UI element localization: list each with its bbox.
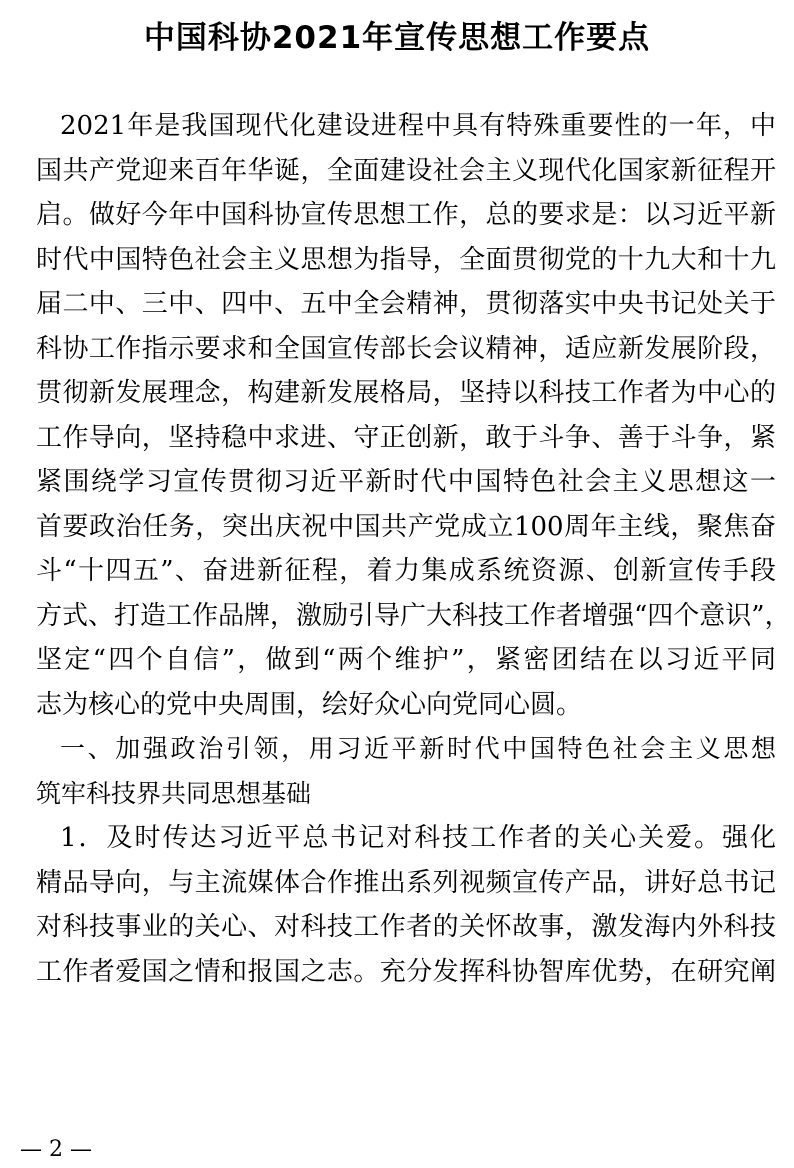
paragraph-line: 国共产党迎来百年华诞，全面建设社会主义现代化国家新征程开 <box>36 155 776 186</box>
item-line: 对科技事业的关心、对科技工作者的关怀故事，激发海内外科技 <box>36 912 776 942</box>
paragraph-line: 2021年是我国现代化建设进程中具有特殊重要性的一年，中 <box>60 111 776 141</box>
section-heading-line: 筑牢科技界共同思想基础 <box>36 778 312 808</box>
item-line: 1．及时传达习近平总书记对科技工作者的关心关爱。强化 <box>60 823 776 853</box>
paragraph-line: 届二中、三中、四中、五中全会精神，贯彻落实中央书记处关于 <box>36 289 776 319</box>
paragraph-line: 启。做好今年中国科协宣传思想工作，总的要求是：以习近平新 <box>36 200 776 230</box>
paragraph-line: 斗“十四五”、奋进新征程，着力集成系统资源、创新宣传手段 <box>36 556 776 586</box>
paragraph-line: 时代中国特色社会主义思想为指导，全面贯彻党的十九大和十九 <box>36 244 776 275</box>
item-line: 工作者爱国之情和报国之志。充分发挥科协智库优势，在研究阐 <box>36 956 776 987</box>
paragraph-line: 紧围绕学习宣传贯彻习近平新时代中国特色社会主义思想这一 <box>36 467 776 497</box>
document-body <box>36 104 791 994</box>
document-title: 中国科协2021年宣传思想工作要点 <box>143 20 651 56</box>
section-heading-line: 一、加强政治引领，用习近平新时代中国特色社会主义思想 <box>60 734 776 763</box>
paragraph-line: 志为核心的党中央周围，绘好众心向党同心圆。 <box>36 689 583 720</box>
item-line: 精品导向，与主流媒体合作推出系列视频宣传产品，讲好总书记 <box>36 867 776 898</box>
paragraph-line: 首要政治任务，突出庆祝中国共产党成立100周年主线，聚焦奋 <box>36 511 776 542</box>
paragraph-line: 工作导向，坚持稳中求进、守正创新，敢于斗争、善于斗争，紧 <box>36 422 776 453</box>
paragraph-line: 科协工作指示要求和全国宣传部长会议精神，适应新发展阶段， <box>36 333 776 364</box>
paragraph-line: 方式、打造工作品牌，激励引导广大科技工作者增强“四个意识”， <box>36 600 791 631</box>
page-number: — 2 — <box>20 1137 92 1162</box>
paragraph-line: 贯彻新发展理念，构建新发展格局，坚持以科技工作者为中心的 <box>36 378 776 408</box>
paragraph-line: 坚定“四个自信”，做到“两个维护”，紧密团结在以习近平同 <box>36 645 776 675</box>
